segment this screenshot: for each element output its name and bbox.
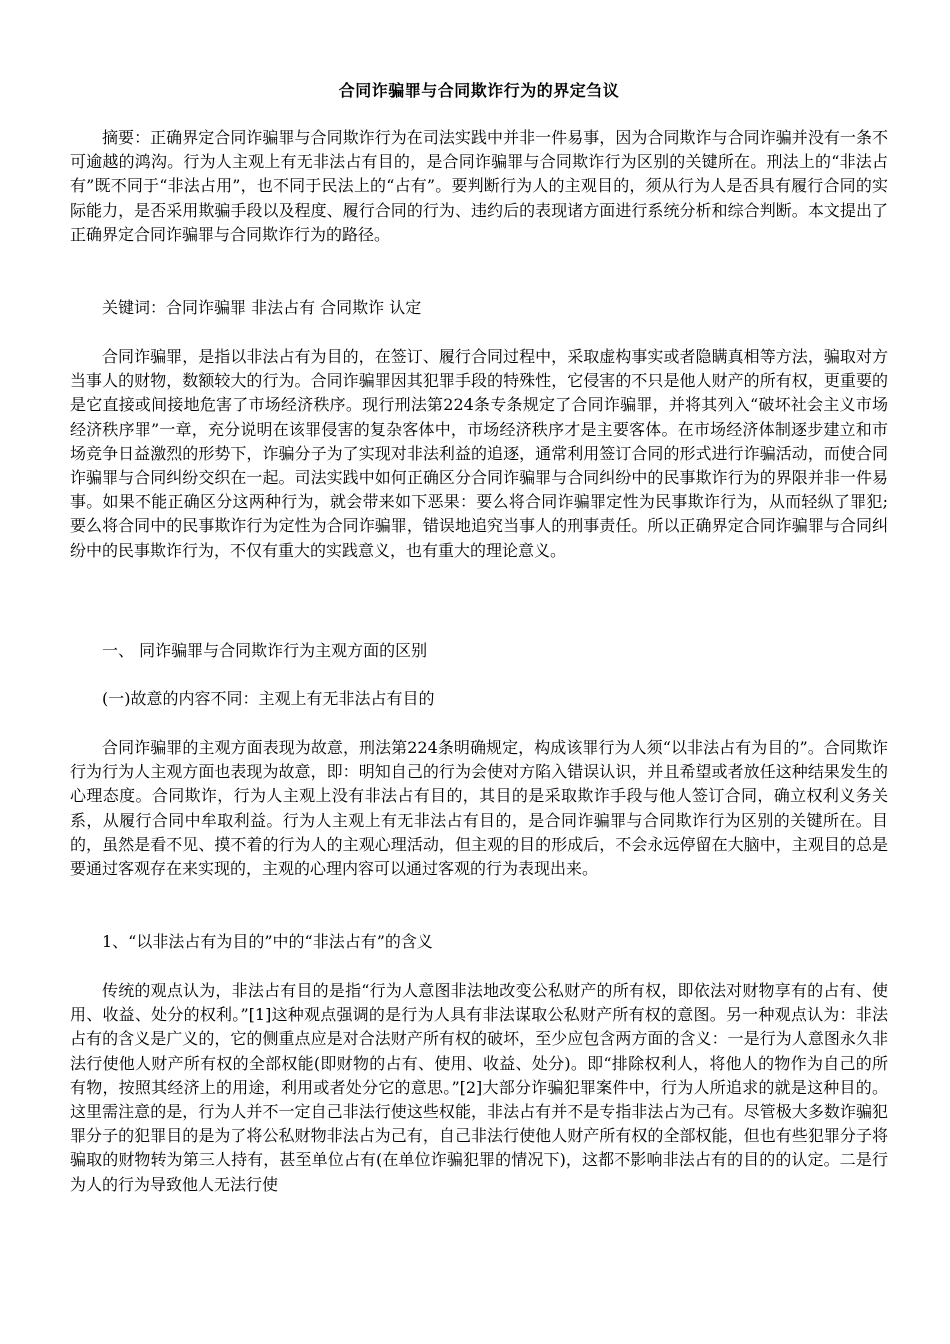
section-heading: 一、 同诈骗罪与合同欺诈行为主观方面的区别	[102, 641, 428, 660]
subsection-heading: (一)故意的内容不同：主观上有无非法占有目的	[102, 689, 435, 708]
point-heading: 1、“以非法占有为目的”中的“非法占有”的含义	[102, 932, 433, 951]
document-title: 合同诈骗罪与合同欺诈行为的界定刍议	[338, 81, 620, 100]
abstract-paragraph: 摘要：正确界定合同诈骗罪与合同欺诈行为在司法实践中并非一件易事，因为合同欺诈与合同诈骗并没有一条不可逾越的鸿沟。行为人主观上有无非法占有目的，是合同诈骗罪与合同欺诈行为区别的关键所在。刑法上的“非法占有”既不同于“非法占用”，也不同于民法上的“占有”。要判断行为人的主观目的，须从行为人是否具有履行合同的实际能力，是否采用欺骗手段以及程度、履行合同的行为、违约后的表现诸方面进行系统分析和综合判断。本文提出了正确界定合同诈骗罪与合同欺诈行为的路径。	[70, 128, 888, 244]
subsection-paragraph: 合同诈骗罪的主观方面表现为故意，刑法第224条明确规定，构成该罪行为人须“以非法占有为目的”。合同欺诈行为行为人主观方面也表现为故意，即：明知自己的行为会使对方陷入错误认识，并且希望或者放任这种结果发生的心理态度。合同欺诈，行为人主观上没有非法占有目的，其目的是采取欺诈手段与他人签订合同，确立权利义务关系，从履行合同中牟取利益。行为人主观上有无非法占有目的，是合同诈骗罪与合同欺诈行为区别的关键所在。目的，虽然是看不见、摸不着的行为人的主观心理活动，但主观的目的形成后，不会永远停留在大脑中，主观目的总是要通过客观存在来实现的，主观的心理内容可以通过客观的行为表现出来。	[70, 738, 888, 879]
point-paragraph: 传统的观点认为，非法占有目的是指“行为人意图非法地改变公私财产的所有权，即依法对财物享有的占有、使用、收益、处分的权利。”[1]这种观点强调的是行为人具有非法谋取公私财产所有权的意图。另一种观点认为：非法占有的含义是广义的，它的侧重点应是对合法财产所有权的破坏，至少应包含两方面的含义：一是行为人意图永久非法行使他人财产所有权的全部权能(即财物的占有、使用、收益、处分)。即“排除权利人，将他人的物作为自己的所有物，按照其经济上的用途，利用或者处分它的意思。”[2]大部分诈骗犯罪案件中，行为人所追求的就是这种目的。这里需注意的是，行为人并不一定自己非法行使这些权能，非法占有并不是专指非法占为己有。尽管极大多数诈骗犯罪分子的犯罪目的是为了将公私财物非法占为己有，自己非法行使他人财产所有权的全部权能，但也有些犯罪分子将骗取的财物转为第三人持有，甚至单位占有(在单位诈骗犯罪的情况下)，这都不影响非法占有的目的的认定。二是行为人的行为导致他人无法行使	[70, 981, 888, 1194]
intro-paragraph: 合同诈骗罪，是指以非法占有为目的，在签订、履行合同过程中，采取虚构事实或者隐瞒真相等方法，骗取对方当事人的财物，数额较大的行为。合同诈骗罪因其犯罪手段的特殊性，它侵害的不只是他人财产的所有权，更重要的是它直接或间接地危害了市场经济秩序。现行刑法第224条专条规定了合同诈骗罪，并将其列入“破坏社会主义市场经济秩序罪”一章，充分说明在该罪侵害的复杂客体中，市场经济秩序才是主要客体。在市场经济体制逐步建立和市场竞争日益激烈的形势下，诈骗分子为了实现对非法利益的追逐，通常利用签订合同的形式进行诈骗活动，而使合同诈骗罪与合同纠纷交织在一起。司法实践中如何正确区分合同诈骗罪与合同纠纷中的民事欺诈行为的界限并非一件易事。如果不能正确区分这两种行为，就会带来如下恶果：要么将合同诈骗罪定性为民事欺诈行为，从而轻纵了罪犯;要么将合同中的民事欺诈行为定性为合同诈骗罪，错误地追究当事人的刑事责任。所以正确界定合同诈骗罪与合同纠纷中的民事欺诈行为，不仅有重大的实践意义，也有重大的理论意义。	[70, 347, 888, 560]
keywords-paragraph: 关键词：合同诈骗罪 非法占有 合同欺诈 认定	[102, 298, 422, 317]
